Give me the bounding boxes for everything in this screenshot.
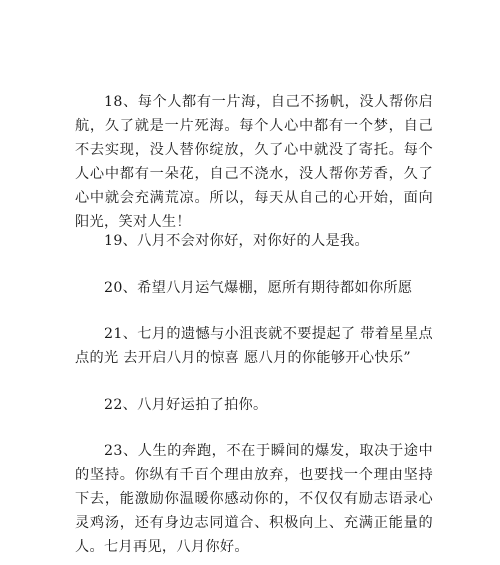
paragraph-22: 22、八月好运拍了拍你。: [104, 397, 268, 413]
paragraph-21: 21、七月的遗憾与小沮丧就不要提起了 带着星星点点的光 去开启八月的惊喜 愿八月的你能够开心快乐”: [75, 326, 433, 366]
paragraph-20: 20、希望八月运气爆棚，愿所有期待都如你所愿: [104, 280, 413, 296]
paragraph-23: 23、人生的奔跑，不在于瞬间的爆发，取决于途中的坚持。你纵有千百个理由放弃，也要找一个理由坚持下去，能激励你温暖你感动你的，不仅仅有励志语录心灵鸡汤，还有身边志同道合、积极向上、充满正能量的人。七月再见，八月你好。: [75, 443, 433, 555]
paragraph-19: 19、八月不会对你好，对你好的人是我。: [104, 233, 369, 249]
paragraph-18: 18、每个人都有一片海，自己不扬帆，没人帮你启航，久了就是一片死海。每个人心中都有一个梦，自己不去实现，没人替你绽放，久了心中就没了寄托。每个人心中都有一朵花，自己不浇水，没人帮你芳香，久了心中就会充满荒凉。所以，每天从自己的心开始，面向阳光，笑对人生！: [75, 94, 433, 230]
